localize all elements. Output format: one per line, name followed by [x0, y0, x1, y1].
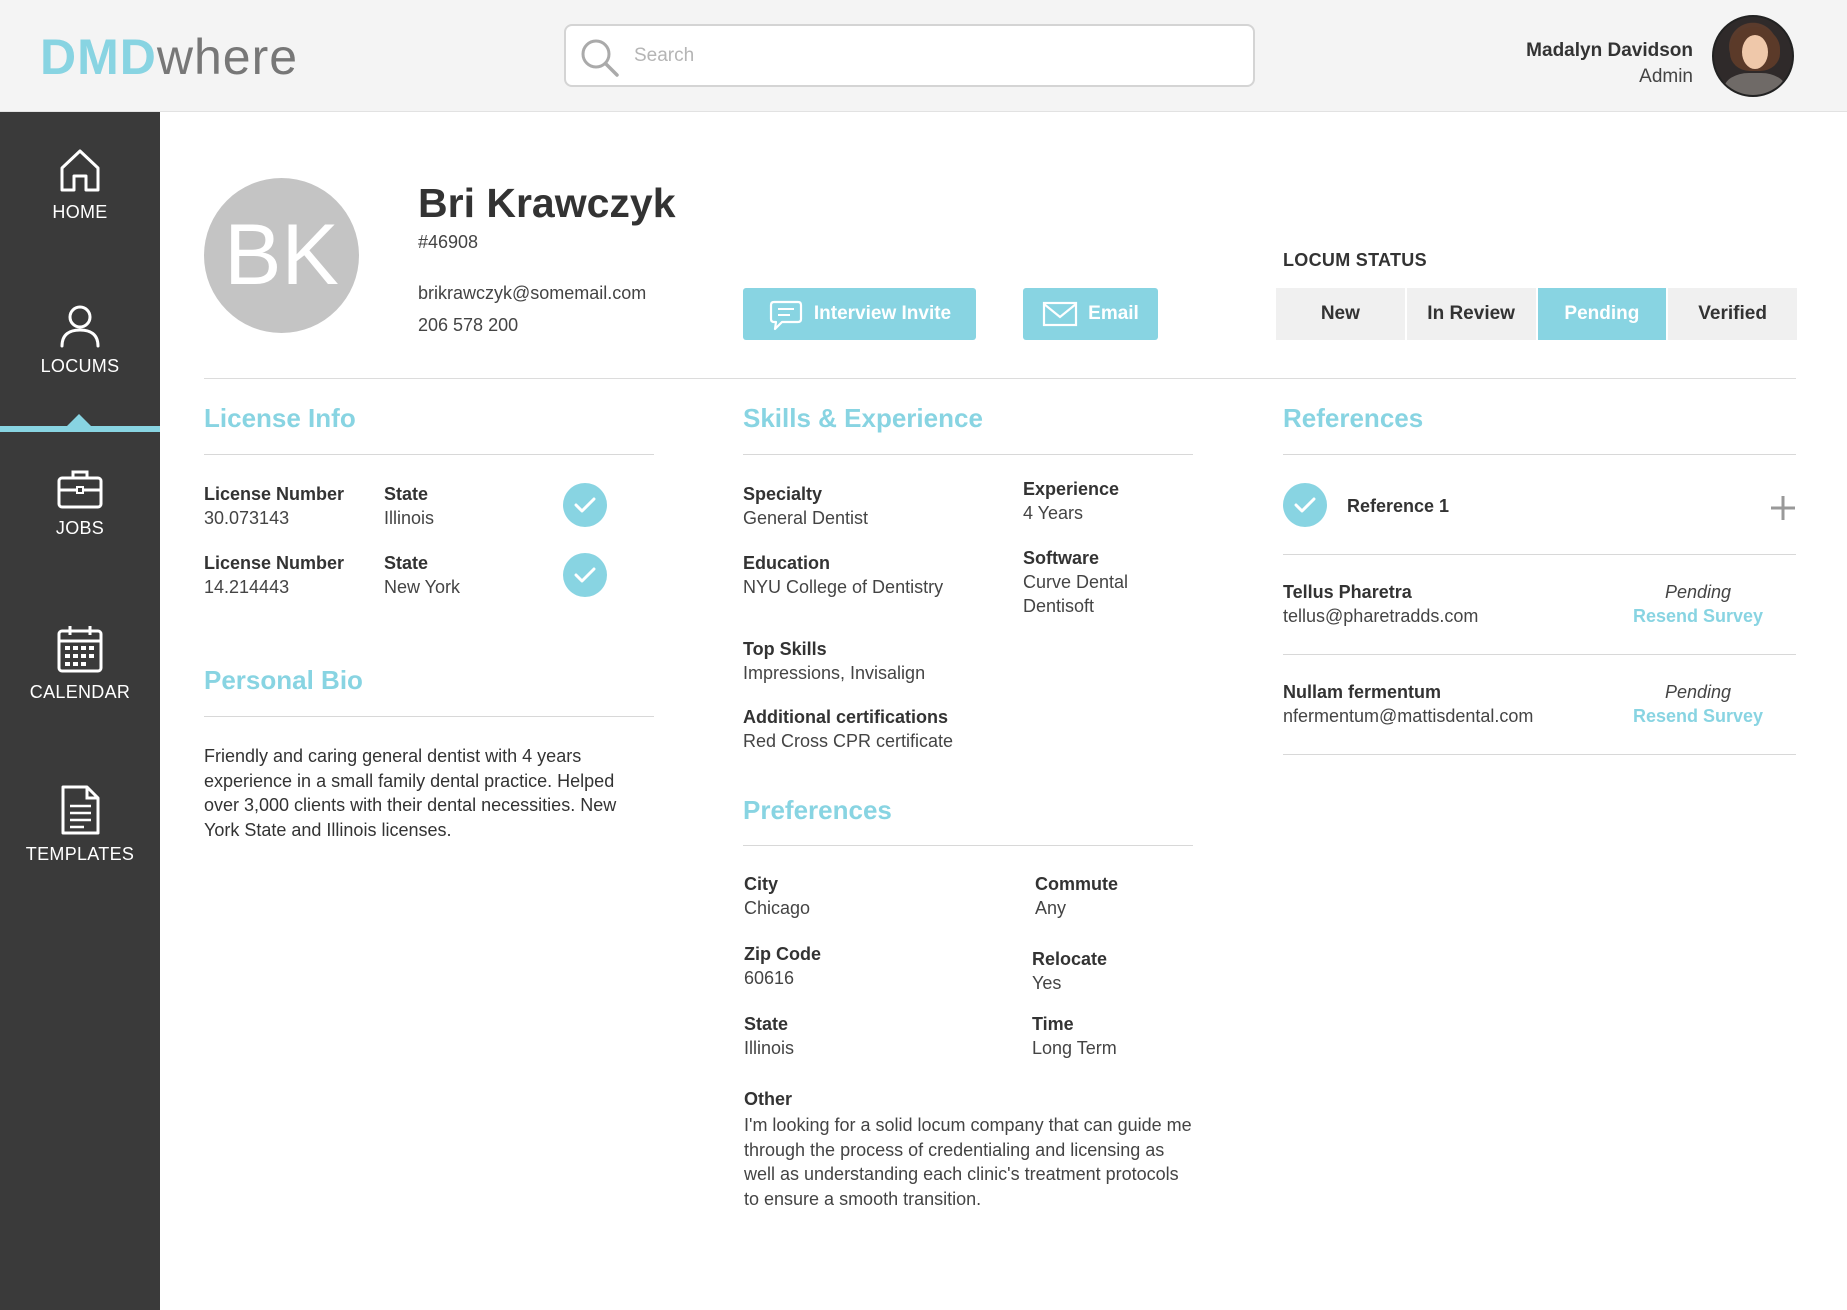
- relocate-label: Relocate: [1032, 949, 1108, 969]
- logo-light-text: where: [156, 29, 299, 85]
- sidebar-item-locums[interactable]: [0, 304, 160, 377]
- reference-status: Pending: [1664, 682, 1732, 702]
- reference-email[interactable]: tellus@pharetradds.com: [1283, 606, 1479, 626]
- divider: [1283, 454, 1796, 455]
- preferences-title: Preferences: [743, 795, 892, 825]
- zip-code-value: 60616: [744, 968, 795, 988]
- sidebar-item-label: TEMPLATES: [25, 844, 135, 864]
- person-icon: [58, 304, 102, 348]
- search-box[interactable]: [564, 24, 1255, 87]
- divider: [204, 716, 654, 717]
- status-option-verified[interactable]: Verified: [1668, 288, 1797, 340]
- search-input[interactable]: [634, 40, 1234, 72]
- sidebar-item-home[interactable]: [0, 146, 160, 223]
- verified-check: [563, 553, 607, 597]
- license-state-value: New York: [384, 577, 461, 597]
- state-label: State: [744, 1014, 789, 1034]
- sidebar-item-label: CALENDAR: [29, 682, 131, 702]
- commute-label: Commute: [1035, 874, 1119, 894]
- skills-experience-title: Skills & Experience: [743, 403, 983, 433]
- logo-bold-text: DMD: [40, 29, 157, 85]
- license-state-label: State: [384, 484, 429, 504]
- interview-invite-button[interactable]: [743, 288, 976, 340]
- reference-check: [1283, 483, 1327, 527]
- divider: [743, 454, 1193, 455]
- locum-id: #46908: [418, 232, 479, 252]
- locum-name: Bri Krawczyk: [418, 180, 676, 226]
- personal-bio-text: Friendly and caring general dentist with 4 years experience in a small family dental practice. Helped over 3,000 clients with their dental necessities. New York State and Illinois licenses.: [204, 746, 617, 840]
- user-info[interactable]: [1526, 40, 1693, 88]
- certifications-label: Additional certifications: [743, 707, 949, 727]
- license-number-label: License Number: [204, 484, 345, 504]
- briefcase-icon: [56, 468, 104, 510]
- specialty-label: Specialty: [743, 484, 823, 504]
- divider: [204, 454, 654, 455]
- city-label: City: [744, 874, 779, 894]
- sidebar-item-label: HOME: [52, 202, 108, 222]
- chat-bubble-icon: [768, 296, 804, 332]
- divider: [1283, 754, 1796, 755]
- license-state-label: State: [384, 553, 429, 573]
- license-state-value: Illinois: [384, 508, 435, 528]
- divider: [1283, 554, 1796, 555]
- commute-value: Any: [1035, 898, 1067, 918]
- sidebar-item-calendar[interactable]: [0, 624, 160, 703]
- email-button[interactable]: [1023, 288, 1158, 340]
- search-icon: [578, 36, 622, 80]
- reference-header-label: Reference 1: [1347, 496, 1450, 516]
- checkmark-icon: [574, 496, 596, 514]
- sidebar-item-label: JOBS: [55, 518, 105, 538]
- interview-invite-label: Interview Invite: [813, 303, 952, 324]
- sidebar-item-label: LOCUMS: [40, 356, 120, 376]
- locum-phone[interactable]: 206 578 200: [418, 315, 519, 335]
- software-value: Dentisoft: [1023, 596, 1095, 616]
- software-value: Curve Dental: [1023, 572, 1129, 592]
- certifications-value: Red Cross CPR certificate: [743, 731, 954, 751]
- divider: [1283, 654, 1796, 655]
- top-skills-label: Top Skills: [743, 639, 827, 659]
- user-role: Admin: [1639, 66, 1693, 87]
- document-icon: [58, 784, 102, 836]
- status-option-new[interactable]: New: [1276, 288, 1407, 340]
- personal-bio-title: Personal Bio: [204, 665, 363, 695]
- verified-check: [563, 483, 607, 527]
- sidebar-item-jobs[interactable]: [0, 468, 160, 539]
- sidebar-nav: [0, 112, 160, 1310]
- calendar-icon: [56, 624, 104, 674]
- locum-avatar: BK: [204, 178, 359, 333]
- other-label: Other: [744, 1089, 793, 1109]
- active-indicator-arrow: [67, 414, 91, 426]
- top-skills-value: Impressions, Invisalign: [743, 663, 926, 683]
- home-icon: [58, 146, 102, 194]
- active-indicator-bar: [0, 426, 160, 432]
- email-button-label: Email: [1088, 303, 1139, 324]
- status-option-pending[interactable]: Pending: [1538, 288, 1669, 340]
- license-info-title: License Info: [204, 403, 356, 433]
- license-number-value: 14.214443: [204, 577, 290, 597]
- user-name: Madalyn Davidson: [1526, 40, 1693, 61]
- status-option-in-review[interactable]: In Review: [1407, 288, 1538, 340]
- reference-email[interactable]: nfermentum@mattisdental.com: [1283, 706, 1534, 726]
- references-title: References: [1283, 403, 1424, 433]
- license-number-label: License Number: [204, 553, 345, 573]
- reference-status: Pending: [1664, 582, 1732, 602]
- app-logo[interactable]: [40, 28, 298, 86]
- zip-code-label: Zip Code: [744, 944, 821, 964]
- experience-value: 4 Years: [1023, 503, 1084, 523]
- sidebar-item-templates[interactable]: [0, 784, 160, 865]
- time-label: Time: [1032, 1014, 1074, 1034]
- resend-survey-link[interactable]: Resend Survey: [1632, 606, 1764, 626]
- reference-name: Nullam fermentum: [1283, 682, 1442, 702]
- other-value: I'm looking for a solid locum company that can guide me through the process of credentialing and licensing as well as understanding each clinic's treatment protocols to ensure a smooth transition.: [744, 1115, 1192, 1209]
- envelope-icon: [1042, 300, 1078, 328]
- education-value: NYU College of Dentistry: [743, 577, 944, 597]
- locum-status-label: LOCUM STATUS: [1283, 250, 1427, 270]
- top-bar: [0, 0, 1847, 112]
- add-reference-icon[interactable]: [1769, 494, 1797, 522]
- user-avatar[interactable]: [1712, 15, 1794, 97]
- experience-label: Experience: [1023, 479, 1120, 499]
- specialty-value: General Dentist: [743, 508, 869, 528]
- locum-email[interactable]: brikrawczyk@somemail.com: [418, 283, 647, 303]
- license-number-value: 30.073143: [204, 508, 290, 528]
- locum-status-selector[interactable]: [1276, 288, 1797, 340]
- resend-survey-link[interactable]: Resend Survey: [1632, 706, 1764, 726]
- divider: [743, 845, 1193, 846]
- state-value: Illinois: [744, 1038, 795, 1058]
- city-value: Chicago: [744, 898, 811, 918]
- checkmark-icon: [574, 566, 596, 584]
- software-label: Software: [1023, 548, 1100, 568]
- relocate-value: Yes: [1032, 973, 1062, 993]
- reference-name: Tellus Pharetra: [1283, 582, 1412, 602]
- education-label: Education: [743, 553, 831, 573]
- checkmark-icon: [1294, 496, 1316, 514]
- time-value: Long Term: [1032, 1038, 1117, 1058]
- header-divider: [204, 378, 1796, 379]
